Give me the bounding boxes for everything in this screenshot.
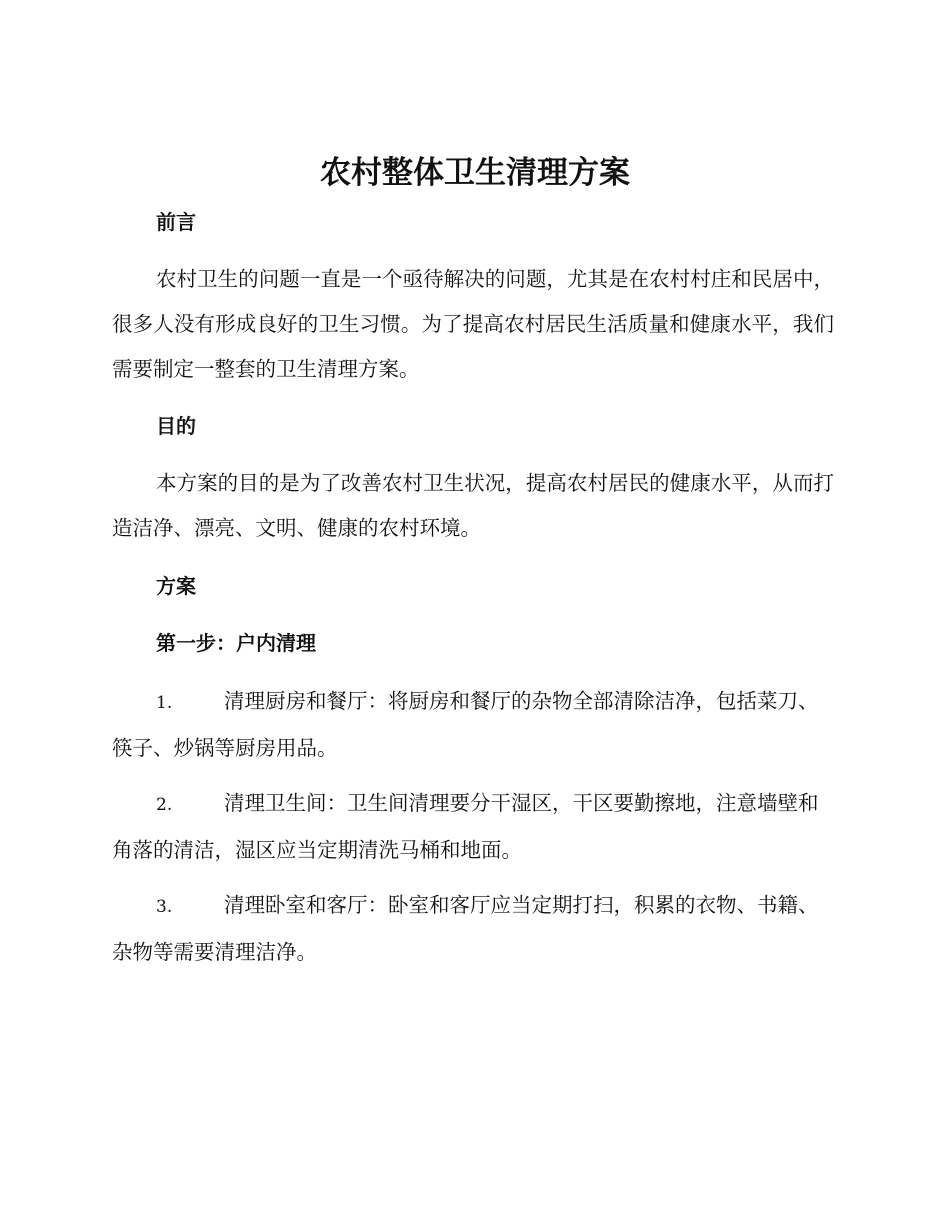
step1-heading: 第一步：户内清理 <box>156 631 316 655</box>
list-item-number: 1. <box>156 693 173 713</box>
list-item <box>112 883 834 975</box>
section-heading-preface: 前言 <box>156 210 196 234</box>
section-paragraph-purpose: 本方案的目的是为了改善农村卫生状况，提高农村居民的健康水平，从而打造洁净、漂亮、文明、健康的农村环境。 <box>112 471 834 540</box>
list-item-number: 3. <box>156 897 173 917</box>
list-item-text: 清理厨房和餐厅：将厨房和餐厅的杂物全部清除洁净，包括菜刀、筷子、炒锅等厨房用品。 <box>112 689 819 760</box>
list-item-text: 清理卫生间：卫生间清理要分干湿区，干区要勤擦地，注意墙壁和角落的清洁，湿区应当定期清洗马桶和地面。 <box>112 791 819 862</box>
section-heading-plan: 方案 <box>156 574 196 598</box>
section-paragraph-preface: 农村卫生的问题一直是一个亟待解决的问题，尤其是在农村村庄和民居中，很多人没有形成良好的卫生习惯。为了提高农村居民生活质量和健康水平，我们需要制定一整套的卫生清理方案。 <box>112 267 834 381</box>
list-item-text: 清理卧室和客厅：卧室和客厅应当定期打扫，积累的衣物、书籍、杂物等需要清理洁净。 <box>112 893 819 964</box>
section-heading-purpose: 目的 <box>156 414 196 438</box>
list-item-number: 2. <box>156 795 173 815</box>
document-title: 农村整体卫生清理方案 <box>320 155 630 191</box>
list-item <box>112 781 834 873</box>
list-item <box>112 679 834 771</box>
